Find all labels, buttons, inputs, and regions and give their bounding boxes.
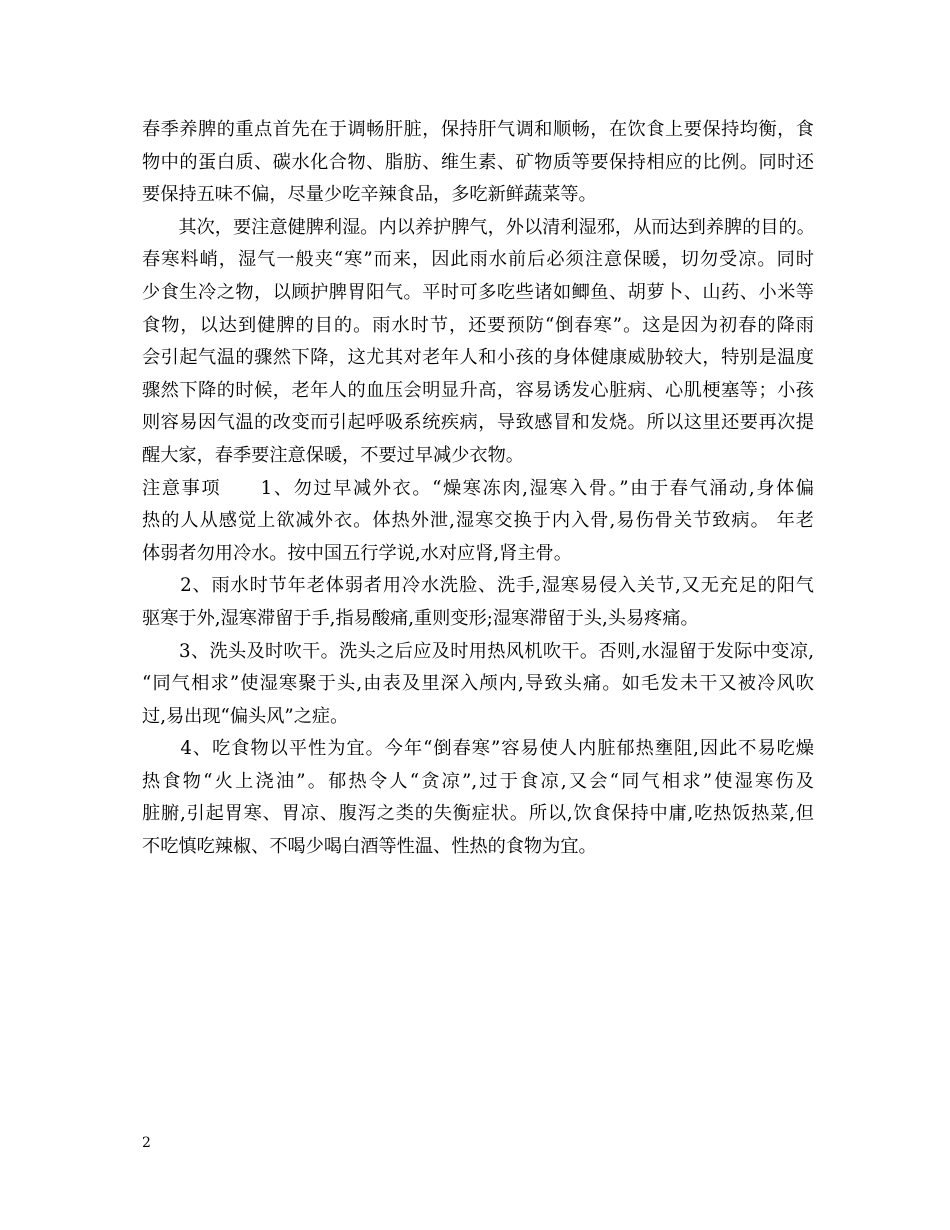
text-line: 醒大家，春季要注意保暖，不要过早减少衣物。 [142,444,524,466]
text-line: 春季养脾的重点首先在于调畅肝脏，保持肝气调和顺畅，在饮食上要保持均衡，食 [142,119,814,140]
text-line: 过,易出现“偏头风”之症。 [142,705,349,727]
text-line: 则容易因气温的改变而引起呼吸系统疾病，导致感冒和发烧。所以这里还要再次提 [142,412,814,434]
text-line: 4、吃食物以平性为宜。今年“倒春寒”容易使人内脏郁热壅阻,因此不易吃燥 [142,738,814,760]
body-text [142,114,814,864]
text-line: “同气相求”使湿寒聚于头,由表及里深入颅内,导致头痛。如毛发未干又被冷风吹 [142,673,814,695]
text-line: 不吃慎吃辣椒、不喝少喝白酒等性温、性热的食物为宜。 [142,836,597,858]
text-line: 2、雨水时节年老体弱者用冷水洗脸、洗手,湿寒易侵入关节,又无充足的阳气 [142,575,814,597]
text-line: 热食物“火上浇油”。郁热令人“贪凉”,过于食凉,又会“同气相求”使湿寒伤及 [142,770,814,792]
text-line: 注意事项 1、勿过早减外衣。“燥寒冻肉,湿寒入骨。”由于春气涌动,身体偏 [142,477,814,499]
text-line: 驱寒于外,湿寒滞留于手,指易酸痛,重则变形;湿寒滞留于头,头易疼痛。 [142,607,699,629]
text-line: 热的人从感觉上欲减外衣。体热外泄,湿寒交换于内入骨,易伤骨关节致病。 年老 [142,510,814,532]
text-line: 骤然下降的时候，老年人的血压会明显升高，容易诱发心脏病、心肌梗塞等；小孩 [142,379,814,401]
text-line: 其次，要注意健脾利湿。内以养护脾气，外以清利湿邪，从而达到养脾的目的。 [142,216,815,238]
text-line: 食物，以达到健脾的目的。雨水时节，还要预防“倒春寒”。这是因为初春的降雨 [142,314,814,336]
text-line: 春寒料峭，湿气一般夹“寒”而来，因此雨水前后必须注意保暖，切勿受凉。同时 [142,249,814,271]
text-line: 物中的蛋白质、碳水化合物、脂肪、维生素、矿物质等要保持相应的比例。同时还 [142,151,814,173]
text-line: 要保持五味不偏，尽量少吃辛辣食品，多吃新鲜蔬菜等。 [142,184,597,206]
page-number: 2 [142,1135,151,1151]
text-line: 3、洗头及时吹干。洗头之后应及时用热风机吹干。否则,水湿留于发际中变凉, [142,640,814,662]
text-line: 会引起气温的骤然下降，这尤其对老年人和小孩的身体健康威胁较大，特别是温度 [142,347,814,369]
text-line: 体弱者勿用冷水。按中国五行学说,水对应肾,肾主骨。 [142,542,572,564]
text-line: 少食生冷之物，以顾护脾胃阳气。平时可多吃些诸如鲫鱼、胡萝卜、山药、小米等 [142,281,814,303]
text-line: 脏腑,引起胃寒、胃凉、腹泻之类的失衡症状。所以,饮食保持中庸,吃热饭热菜,但 [142,803,814,825]
